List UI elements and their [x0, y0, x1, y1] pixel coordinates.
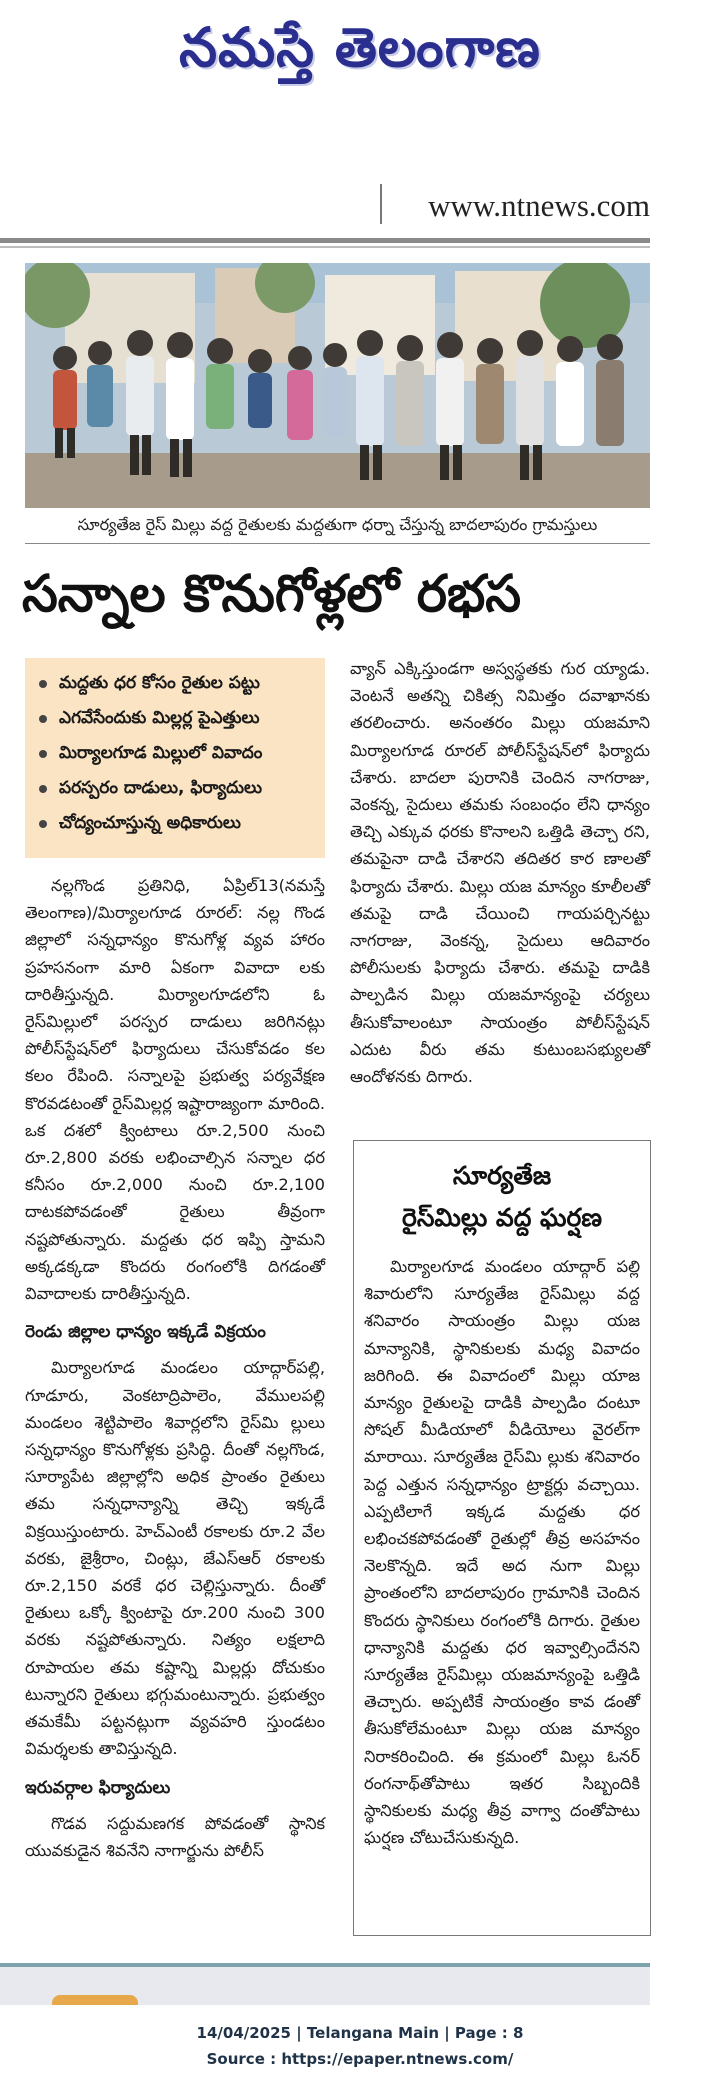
highlight-text: పరస్పరం దాడులు, ఫిర్యాదులు — [59, 778, 262, 798]
bottom-band-rule — [0, 1963, 650, 1967]
article-subheading: ఇరువర్గాల ఫిర్యాదులు — [25, 1777, 171, 1798]
highlight-text: మిర్యాలగూడ మిల్లులో వివాదం — [59, 743, 263, 763]
article-paragraph: గొడవ సద్దుమణగక పోవడంతో స్థానిక యువకుడైన శివనేని నాగార్జును పోలీస్ — [25, 1813, 325, 1860]
highlight-text: మద్దతు ధర కోసం రైతుల పట్టు — [59, 673, 260, 693]
highlight-text: ఎగవేసేందుకు మిల్లర్ల పైఎత్తులు — [59, 708, 260, 728]
bullet-icon — [39, 680, 47, 688]
article-paragraph: మిర్యాలగూడ మండలం యాద్గార్‌పల్లి, గూడూరు, వెంకటాద్రిపాలెం, వేములపల్లి మండలం శెట్టిపాలెం శివార్లలోని రైస్‌మి ల్లులు సన్నధాన్యం కొనుగోళ్లకు ప్రసిద్ధి. దీంతో నల్లగొండ, సూర్యాపేట జిల్లాల్లోని అధిక ప్రాంతం రైతులు తమ సన్నధాన్యాన్ని తెచ్చి ఇక్కడే విక్రయిస్తుంటారు. హెచ్‌ఎంటీ రకాలకు రూ.2 వేల వరకు, జైశ్రీరాం, చింట్లు, జేఎస్‌ఆర్ రకాలకు రూ.2,150 వరకే ధర చెల్లిస్తున్నారు. దీంతో రైతులు ఒక్కో క్వింటాపై రూ.200 నుంచి 300 వరకు నష్టపోతున్నారు. నిత్యం లక్షలాది రూపాయల తమ కష్టాన్ని మిల్లర్లు దోచుకుం టున్నారని రైతులు భగ్గుమంటున్నారు. ప్రభుత్వం తమకేమీ పట్టనట్లుగా వ్యవహరి స్తుండటం విమర్శలకు తావిస్తున్నది. — [25, 1358, 325, 1759]
article-left-column — [25, 872, 325, 1864]
highlights-box — [25, 658, 325, 858]
sidebar-story-body: మిర్యాలగూడ మండలం యాద్గార్ పల్లి శివారులోని సూర్యతేజ రైస్‌మిల్లు వద్ద శనివారం సాయంత్రం మిల్లు యజ మాన్యానికి, స్థానికులకు మధ్య వివాదం జరిగింది. ఈ వివాదంలో మిల్లు యాజ మాన్యం రైతులపై దాడికి పాల్పడిం దంటూ సోషల్ మీడియాలో వీడియోలు వైరల్‌గా మారాయి. సూర్యతేజ రైస్‌మి ల్లుకు శనివారం పెద్ద ఎత్తున సన్నధాన్యం ట్రాక్టర్లు వచ్చాయి. ఎప్పటిలాగే ఇక్కడ మద్దతు ధర లభించకపోవడంతో రైతుల్లో తీవ్ర అసహనం నెలకొన్నది. ఇదే అద నుగా మిల్లు ప్రాంతంలోని బాదలాపురం గ్రామానికి చెందిన కొందరు స్థానికులు రంగంలోకి దిగారు. రైతుల ధాన్యానికి మద్దతు ధర ఇవ్వాల్సిందేనని సూర్యతేజ రైస్‌మిల్లు యజమాన్యంపై ఒత్తిడి తెచ్చారు. అప్పటికే సాయంత్రం కావ డంతో తీసుకోలేమంటూ మిల్లు యజ మాన్యం నిరాకరించింది. ఈ క్రమంలో మిల్లు ఓనర్ రంగనాథ్‌తోపాటు ఇతర సిబ్బందికి స్థానికులకు మధ్య తీవ్ర వాగ్వా దంతోపాటు ఘర్షణ చోటుచేసుకున్నది. — [364, 1257, 640, 1848]
page-footer — [0, 2020, 720, 2072]
bullet-icon — [39, 820, 47, 828]
bullet-icon — [39, 785, 47, 793]
url-bar — [0, 182, 720, 230]
footer-date-edition: 14/04/2025 | Telangana Main | Page : 8 — [196, 2024, 524, 2042]
header-rule — [0, 238, 650, 243]
photo-caption: సూర్యతేజ రైస్ మిల్లు వద్ద రైతులకు మద్దతుగా ధర్నా చేస్తున్న బాదలాపురం గ్రామస్తులు — [77, 515, 598, 534]
headline: సన్నాల కొనుగోళ్లలో రభస — [22, 565, 521, 624]
article-subheading: రెండు జిల్లాల ధాన్యం ఇక్కడే విక్రయం — [25, 1322, 266, 1343]
header-rule-thin — [0, 246, 650, 248]
sidebar-story-box — [353, 1140, 651, 1936]
highlight-item — [39, 771, 313, 806]
newspaper-logo: నమస్తే తెలంగాణ — [179, 16, 541, 79]
sidebar-story-title: రైస్‌మిల్లు వద్ద ఘర్షణ — [402, 1203, 602, 1232]
highlight-text: చోద్యంచూస్తున్న అధికారులు — [59, 813, 241, 833]
highlight-item — [39, 666, 313, 701]
news-photo — [25, 263, 650, 508]
article-paragraph: నల్లగొండ ప్రతినిధి, ఏప్రిల్13(నమస్తే తెలంగాణ)/మిర్యాలగూడ రూరల్: నల్ల గొండ జిల్లాలో సన్నధాన్యం కొనుగోళ్ల వ్యవ హారం ప్రహసనంగా మారి ఏకంగా వివాదా లకు దారితీస్తున్నది. మిర్యాలగూడలోని ఓ రైస్‌మిల్లులో పరస్పర దాడులు జరిగినట్లు పోలీస్‌స్టేషన్‌లో ఫిర్యాదులు చేసుకోవడం కల కలం రేపింది. సన్నాలపై ప్రభుత్వ పర్యవేక్షణ కొరవడటంతో రైస్‌మిల్లర్ల ఇష్టారాజ్యంగా మారింది. ఒక దశలో క్వింటాలు రూ.2,500 నుంచి రూ.2,800 వరకు లభించాల్సిన సన్నాల ధర కనీసం రూ.2,000 నుంచి రూ.2,100 దాటకపోవడంతో రైతులు తీవ్రంగా నష్టపోతున్నారు. మద్దతు ధర ఇప్పి స్తామని అక్కడక్కడా కొందరు రంగంలోకి దిగడంతో వివాదాలకు దారితీస్తున్నది. — [25, 876, 325, 1304]
sidebar-story-title: సూర్యతేజ — [452, 1161, 552, 1190]
article-paragraph: వ్యాన్ ఎక్కిస్తుండగా అస్వస్థతకు గుర య్యాడు. వెంటనే అతన్ని చికిత్స నిమిత్తం దవాఖానకు తరలించారు. అనంతరం మిల్లు యజమాని మిర్యాలగూడ రూరల్ పోలీస్‌స్టేషన్‌లో ఫిర్యాదు చేశారు. బాదలా పురానికి చెందిన నాగరాజు, వెంకన్న, సైదులు తమకు సంబంధం లేని ధాన్యం తెచ్చి ఎక్కువ ధరకు కొనాలని ఒత్తిడి తెచ్చా రని, తమపైనా దాడి చేశారని తదితర కార ణాలతో ఫిర్యాదు చేశారు. మిల్లు యజ మాన్యం కూలీలతో తమపై దాడి చేయించి గాయపర్చినట్టు నాగరాజు, వెంకన్న, సైదులు ఆదివారం పోలీసులకు ఫిర్యాదు చేశారు. తమపై దాడికి పాల్పడిన మిల్లు యజమాన్యంపై చర్యలు తీసుకోవాలంటూ సాయంత్రం పోలీస్‌స్టేషన్ ఎదుట వీరు తమ కుటుంబసభ్యులతో ఆందోళనకు దిగారు. — [350, 659, 650, 1087]
footer-source-link[interactable]: Source : https://epaper.ntnews.com/ — [206, 2050, 514, 2068]
caption-rule — [25, 543, 650, 544]
bottom-band — [0, 1963, 650, 2005]
website-url[interactable]: www.ntnews.com — [428, 188, 650, 223]
highlight-item — [39, 806, 313, 841]
masthead — [0, 0, 720, 95]
bullet-icon — [39, 750, 47, 758]
highlight-item — [39, 736, 313, 771]
url-separator — [380, 184, 382, 224]
highlight-item — [39, 701, 313, 736]
next-article-image-edge — [52, 1995, 138, 2005]
article-right-column — [350, 655, 650, 1090]
crowd-photo-illustration — [25, 263, 650, 508]
bullet-icon — [39, 715, 47, 723]
